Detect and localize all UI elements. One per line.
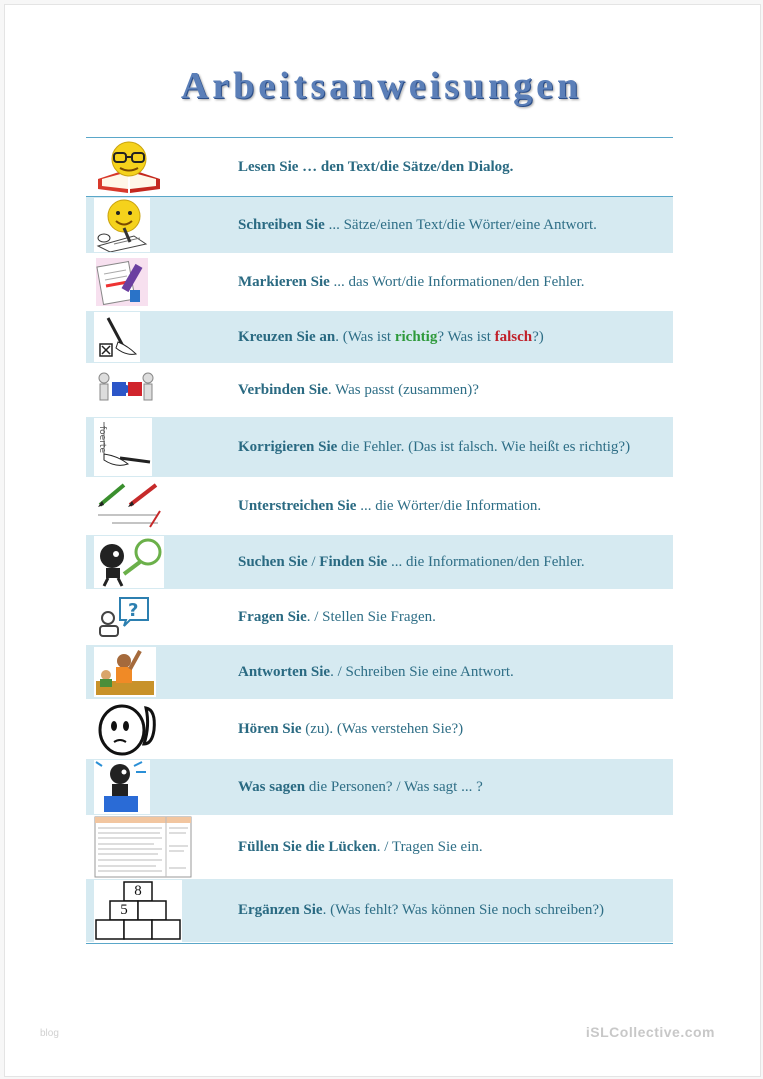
icon-cell	[86, 197, 236, 253]
instruction-text	[238, 664, 665, 681]
instruction-text	[238, 329, 665, 346]
instruction-text-part: Füllen Sie die Lücken	[238, 838, 377, 855]
table-row	[86, 197, 673, 254]
table-row	[86, 138, 673, 197]
instruction-text-part: . / Tragen Sie ein.	[376, 838, 483, 855]
instruction-text-part: . (Was fehlt? Was können Sie noch schreiben?)	[322, 902, 604, 918]
icon-cell	[86, 535, 236, 589]
instruction-text	[238, 217, 665, 234]
instruction-text-part: Finden Sie	[319, 553, 388, 570]
instruction-text	[238, 554, 665, 571]
instruction-text-part: Unterstreichen Sie	[238, 497, 357, 514]
instruction-text-part: . (Was ist	[335, 328, 395, 345]
reading-smiley-icon	[94, 139, 164, 195]
pencils-icon	[94, 481, 162, 531]
magnifier-figure-icon	[94, 536, 164, 588]
instruction-text-part: ... die Informationen/den Fehler.	[387, 553, 585, 570]
instruction-text-part: Hören Sie	[238, 720, 302, 737]
icon-cell	[86, 816, 236, 878]
footer-blog-label: blog	[40, 1028, 59, 1039]
icon-cell	[86, 254, 236, 310]
cross-checkbox-icon	[94, 312, 140, 362]
table-row	[86, 700, 673, 759]
instruction-text-part: Suchen Sie	[238, 553, 308, 570]
instruction-text-part: Fragen Sie	[238, 608, 307, 625]
instruction-text	[238, 902, 665, 919]
table-row	[86, 417, 673, 478]
svg-text:?: ?	[128, 600, 139, 621]
instruction-text-part: . / Stellen Sie Fragen.	[306, 608, 436, 625]
instruction-text	[238, 274, 665, 291]
instruction-text	[238, 779, 665, 796]
instruction-text-part: . / Schreiben Sie eine Antwort.	[330, 663, 514, 680]
table-row	[86, 879, 673, 943]
instruction-text	[238, 721, 665, 738]
instruction-text-part: ... die Wörter/die Information.	[356, 497, 542, 514]
instruction-text-part: Schreiben Sie	[238, 216, 325, 233]
student-raising-hand-icon	[94, 647, 156, 697]
table-row	[86, 254, 673, 311]
instruction-text-part: ... Sätze/einen Text/die Wörter/eine Antwort.	[324, 216, 597, 233]
instruction-text-part: richtig	[394, 328, 438, 345]
icon-cell	[86, 590, 236, 644]
icon-cell	[86, 700, 236, 758]
page-title: Arbeitsanweisungen	[180, 65, 583, 107]
highlighter-icon	[94, 256, 150, 308]
instruction-text	[238, 839, 665, 856]
svg-text:foerte: foerte	[97, 426, 107, 453]
writing-smiley-icon	[94, 198, 150, 252]
icon-cell	[86, 879, 236, 942]
instruction-text-part: ?)	[532, 328, 544, 345]
instruction-text-part: . Was passt (zusammen)?	[327, 381, 479, 398]
instruction-text-part: ? Was ist	[437, 328, 495, 345]
instruction-text-part: ... das Wort/die Informationen/den Fehler.	[329, 273, 585, 290]
icon-cell	[86, 417, 236, 477]
icon-cell	[86, 311, 236, 363]
table-row	[86, 590, 673, 645]
correct-pen-icon	[94, 418, 152, 476]
table-row	[86, 759, 673, 816]
table-row	[86, 311, 673, 364]
instruction-text-part: die Personen? / Was sagt ... ?	[305, 778, 483, 795]
worksheet-icon	[94, 816, 192, 878]
instruction-text	[238, 609, 665, 626]
question-bubble-icon	[94, 594, 154, 640]
instruction-text-part: Ergänzen Sie	[238, 902, 323, 918]
instruction-text	[238, 159, 665, 176]
footer-watermark: iSLCollective.com	[585, 1024, 715, 1040]
table-row	[86, 645, 673, 700]
icon-cell	[86, 759, 236, 815]
icon-cell	[86, 645, 236, 699]
table-row	[86, 535, 673, 590]
instruction-text	[238, 439, 665, 456]
instruction-text-part: /	[307, 553, 320, 570]
number-pyramid-icon	[94, 880, 182, 942]
pyramid-middle-value: 5	[120, 901, 128, 918]
instruction-text-part: die Fehler. (Das ist falsch. Wie heißt es richtig?)	[337, 438, 631, 455]
instruction-text-part: Markieren Sie	[238, 273, 330, 290]
listening-face-icon	[94, 700, 164, 758]
instruction-text-part: Verbinden Sie	[238, 381, 328, 398]
instruction-text-part: Was sagen	[238, 778, 306, 795]
instruction-table	[86, 137, 673, 944]
table-row	[86, 478, 673, 535]
instruction-text-part: Antworten Sie	[238, 663, 331, 680]
instruction-text-part: Korrigieren Sie	[238, 438, 338, 455]
instruction-text	[238, 382, 665, 399]
instruction-text-part: (zu). (Was verstehen Sie?)	[301, 720, 464, 737]
instruction-text-part: falsch	[494, 328, 533, 345]
table-row	[86, 816, 673, 879]
speaking-figure-icon	[94, 760, 150, 814]
instruction-text	[238, 498, 665, 515]
icon-cell	[86, 364, 236, 416]
instruction-text-part: Lesen Sie … den Text/die Sätze/den Dialog.	[238, 158, 514, 175]
pyramid-top-value: 8	[134, 882, 142, 899]
table-row	[86, 364, 673, 417]
puzzle-icon	[94, 368, 156, 412]
icon-cell	[86, 138, 236, 196]
icon-cell	[86, 478, 236, 534]
instruction-text-part: Kreuzen Sie an	[238, 328, 336, 345]
